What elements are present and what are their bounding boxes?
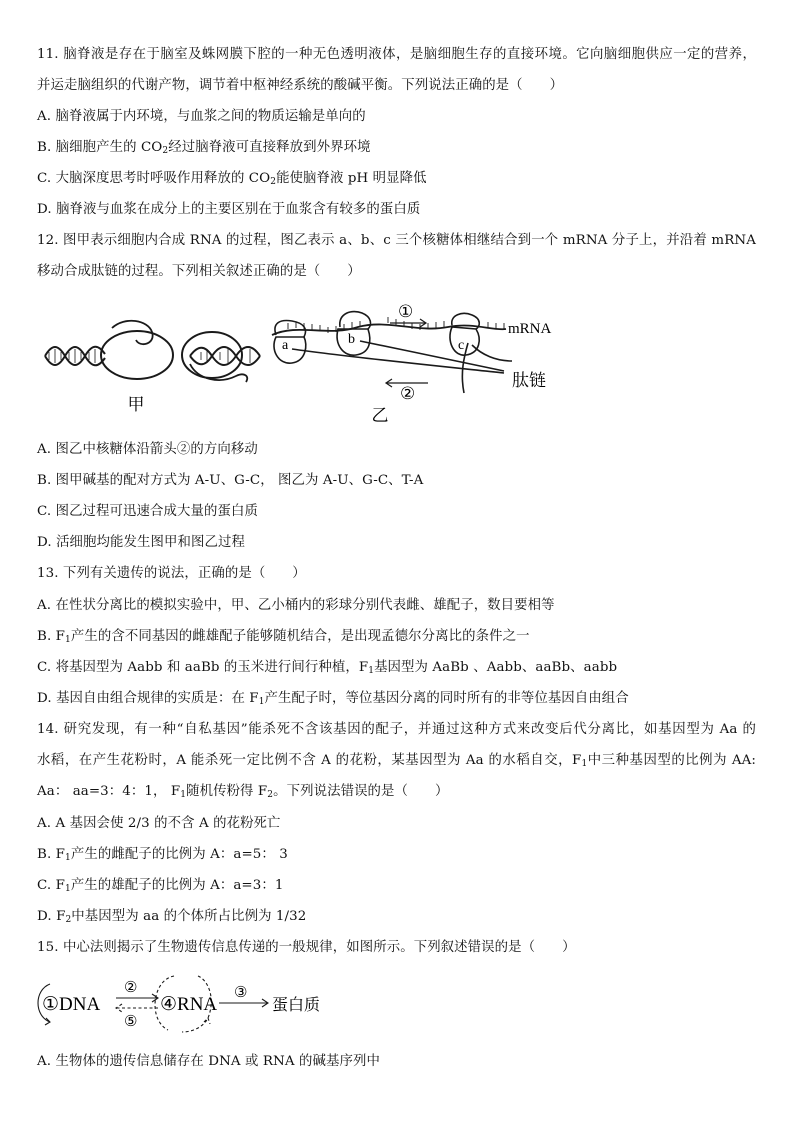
arrow-transcription-label: ② — [124, 980, 138, 996]
q13-option-d-sub: 1 — [258, 697, 265, 707]
q14-option-d — [37, 907, 756, 930]
q13-option-c-post: 基因型为 AaBb 、Aabb、aaBb、aabb — [374, 660, 618, 675]
q12-option-a: A. 图乙中核糖体沿箭头②的方向移动 — [37, 442, 258, 457]
q12-option-d: D. 活细胞均能发生图甲和图乙过程 — [37, 535, 245, 550]
q13-option-a: A. 在性状分离比的模拟实验中，甲、乙小桶内的彩球分别代表雌、雄配子，数目要相等 — [37, 598, 555, 613]
q12-option-c: C. 图乙过程可迅速合成大量的蛋白质 — [37, 504, 258, 519]
figure-yi-label: 乙 — [371, 406, 389, 425]
q13-option-b-sub: 1 — [65, 635, 71, 645]
q11-option-b — [37, 138, 756, 161]
q13-option-d-post: 产生配子时，等位基因分离的同时所有的非等位基因自由组合 — [264, 691, 629, 706]
q14-option-b-pre: B. F — [37, 847, 66, 862]
q14-stem-line-2-pre: 水稻，在产生花粉时，A 能杀死一定比例不含 A 的花粉，某基因型为 Aa 的水稻自交，F — [37, 753, 582, 768]
arrow-2-label: ② — [400, 384, 416, 403]
figure-yi-translation — [268, 297, 568, 427]
q13-option-c-pre: C. 将基因型为 Aabb 和 aaBb 的玉米进行间行种植，F — [37, 660, 369, 675]
q14-option-b — [37, 845, 756, 868]
q13-option-c-sub: 1 — [368, 666, 375, 676]
mrna-label: mRNA — [508, 321, 552, 337]
q14-stem-line-3-sub2: 2 — [267, 790, 274, 800]
q11-option-b-sub: 2 — [162, 146, 169, 156]
q13-option-c — [37, 658, 756, 681]
dna-base-pairs — [49, 349, 250, 363]
q13-option-d — [37, 689, 756, 712]
q14-stem-line-2-sub: 1 — [581, 759, 588, 769]
rna-node: ④RNA — [160, 994, 218, 1015]
figure-jia-label: 甲 — [127, 395, 145, 414]
arrow-1-label: ① — [398, 302, 414, 321]
q14-stem-line-2 — [37, 751, 756, 774]
ribosome-a-label: a — [282, 338, 289, 353]
figure-jia-transcription — [40, 318, 280, 418]
q11-option-d: D. 脑脊液与血浆在成分上的主要区别在于血浆含有较多的蛋白质 — [37, 202, 421, 217]
q11-stem-line-2: 并运走脑组织的代谢产物，调节着中枢神经系统的酸碱平衡。下列说法正确的是（ ） — [37, 78, 564, 93]
q14-option-b-sub: 1 — [65, 853, 71, 863]
q14-option-d-post: 中基因型为 aa 的个体所占比例为 1/32 — [71, 909, 307, 924]
q11-option-c-pre: C. 大脑深度思考时呼吸作用释放的 CO — [37, 171, 271, 186]
mrna-strand — [272, 324, 506, 335]
ribosome-b-label: b — [348, 332, 355, 347]
q13-option-b — [37, 627, 756, 650]
q14-stem-line-3-mid: 随机传粉得 F — [186, 784, 268, 799]
q15-stem: 15. 中心法则揭示了生物遗传信息传递的一般规律，如图所示。下列叙述错误的是（ ） — [37, 940, 576, 955]
arrow-reverse-transcription — [116, 1004, 158, 1012]
q12-option-b: B. 图甲碱基的配对方式为 A-U、G-C， 图乙为 A-U、G-C、T-A — [37, 473, 424, 488]
q14-stem-line-3-sub: 1 — [180, 790, 187, 800]
q14-option-c-post: 产生的雄配子的比例为 A：a=3：1 — [70, 878, 284, 893]
q13-option-b-post: 产生的含不同基因的雌雄配子能够随机结合，是出现孟德尔分离比的条件之一 — [70, 629, 530, 644]
ribosome-c — [450, 313, 479, 355]
peptide-chain-b — [360, 341, 504, 371]
q14-option-d-pre: D. F — [37, 909, 66, 924]
arrow-translation-label: ③ — [234, 985, 248, 1001]
q14-option-c-pre: C. F — [37, 878, 65, 893]
q13-option-b-pre: B. F — [37, 629, 66, 644]
q14-stem-line-1: 14. 研究发现，有一种“自私基因”能杀死不含该基因的配子，并通过这种方式来改变后代分离比，如基因型为 Aa 的 — [37, 722, 756, 737]
ribosome-c-label: c — [458, 338, 465, 353]
q14-stem-line-2-post: 中三种基因型的比例为 AA: — [587, 753, 756, 768]
q14-option-d-sub: 2 — [65, 915, 72, 925]
dna-node: ①DNA — [42, 994, 101, 1015]
q14-option-c-sub: 1 — [64, 884, 71, 894]
q14-stem-line-3-post: 。下列说法错误的是（ ） — [273, 784, 449, 799]
q11-option-b-post: 经过脑脊液可直接释放到外界环境 — [168, 140, 371, 155]
q14-option-a: A. A 基因会使 2/3 的不含 A 的花粉死亡 — [37, 816, 281, 831]
q14-stem-line-3 — [37, 782, 756, 805]
q13-option-d-pre: D. 基因自由组合规律的实质是：在 F — [37, 691, 259, 706]
peptide-label: 肽链 — [512, 371, 546, 390]
q11-option-a: A. 脑脊液属于内环境，与血浆之间的物质运输是单向的 — [37, 109, 366, 124]
q12-stem-line-2: 移动合成肽链的过程。下列相关叙述正确的是（ ） — [37, 264, 361, 279]
q14-stem-line-3-pre: Aa： aa=3：4：1， F — [37, 784, 181, 799]
figure-central-dogma — [36, 970, 356, 1038]
q11-option-c — [37, 169, 756, 192]
q11-option-c-post: 能使脑脊液 pH 明显降低 — [276, 171, 427, 186]
q14-option-c — [37, 876, 756, 899]
q15-option-a: A. 生物体的遗传信息储存在 DNA 或 RNA 的碱基序列中 — [37, 1054, 380, 1069]
q11-option-b-pre: B. 脑细胞产生的 CO — [37, 140, 163, 155]
q12-stem-line-1: 12. 图甲表示细胞内合成 RNA 的过程，图乙表示 a、b、c 三个核糖体相继结合到一个 mRNA 分子上，并沿着 mRNA — [37, 233, 756, 248]
q11-option-c-sub: 2 — [270, 177, 277, 187]
arrow-reverse-label: ⑤ — [124, 1014, 138, 1030]
ribosome-a — [274, 321, 306, 364]
transcription-bubble-left — [101, 331, 173, 379]
q13-stem: 13. 下列有关遗传的说法，正确的是（ ） — [37, 566, 306, 581]
q11-stem-line-1: 11. 脑脊液是存在于脑室及蛛网膜下腔的一种无色透明液体，是脑细胞生存的直接环境。它向脑细胞供应一定的营养， — [37, 47, 756, 62]
protein-node: 蛋白质 — [272, 997, 321, 1014]
q14-option-b-post: 产生的雌配子的比例为 A：a=5： 3 — [70, 847, 288, 862]
